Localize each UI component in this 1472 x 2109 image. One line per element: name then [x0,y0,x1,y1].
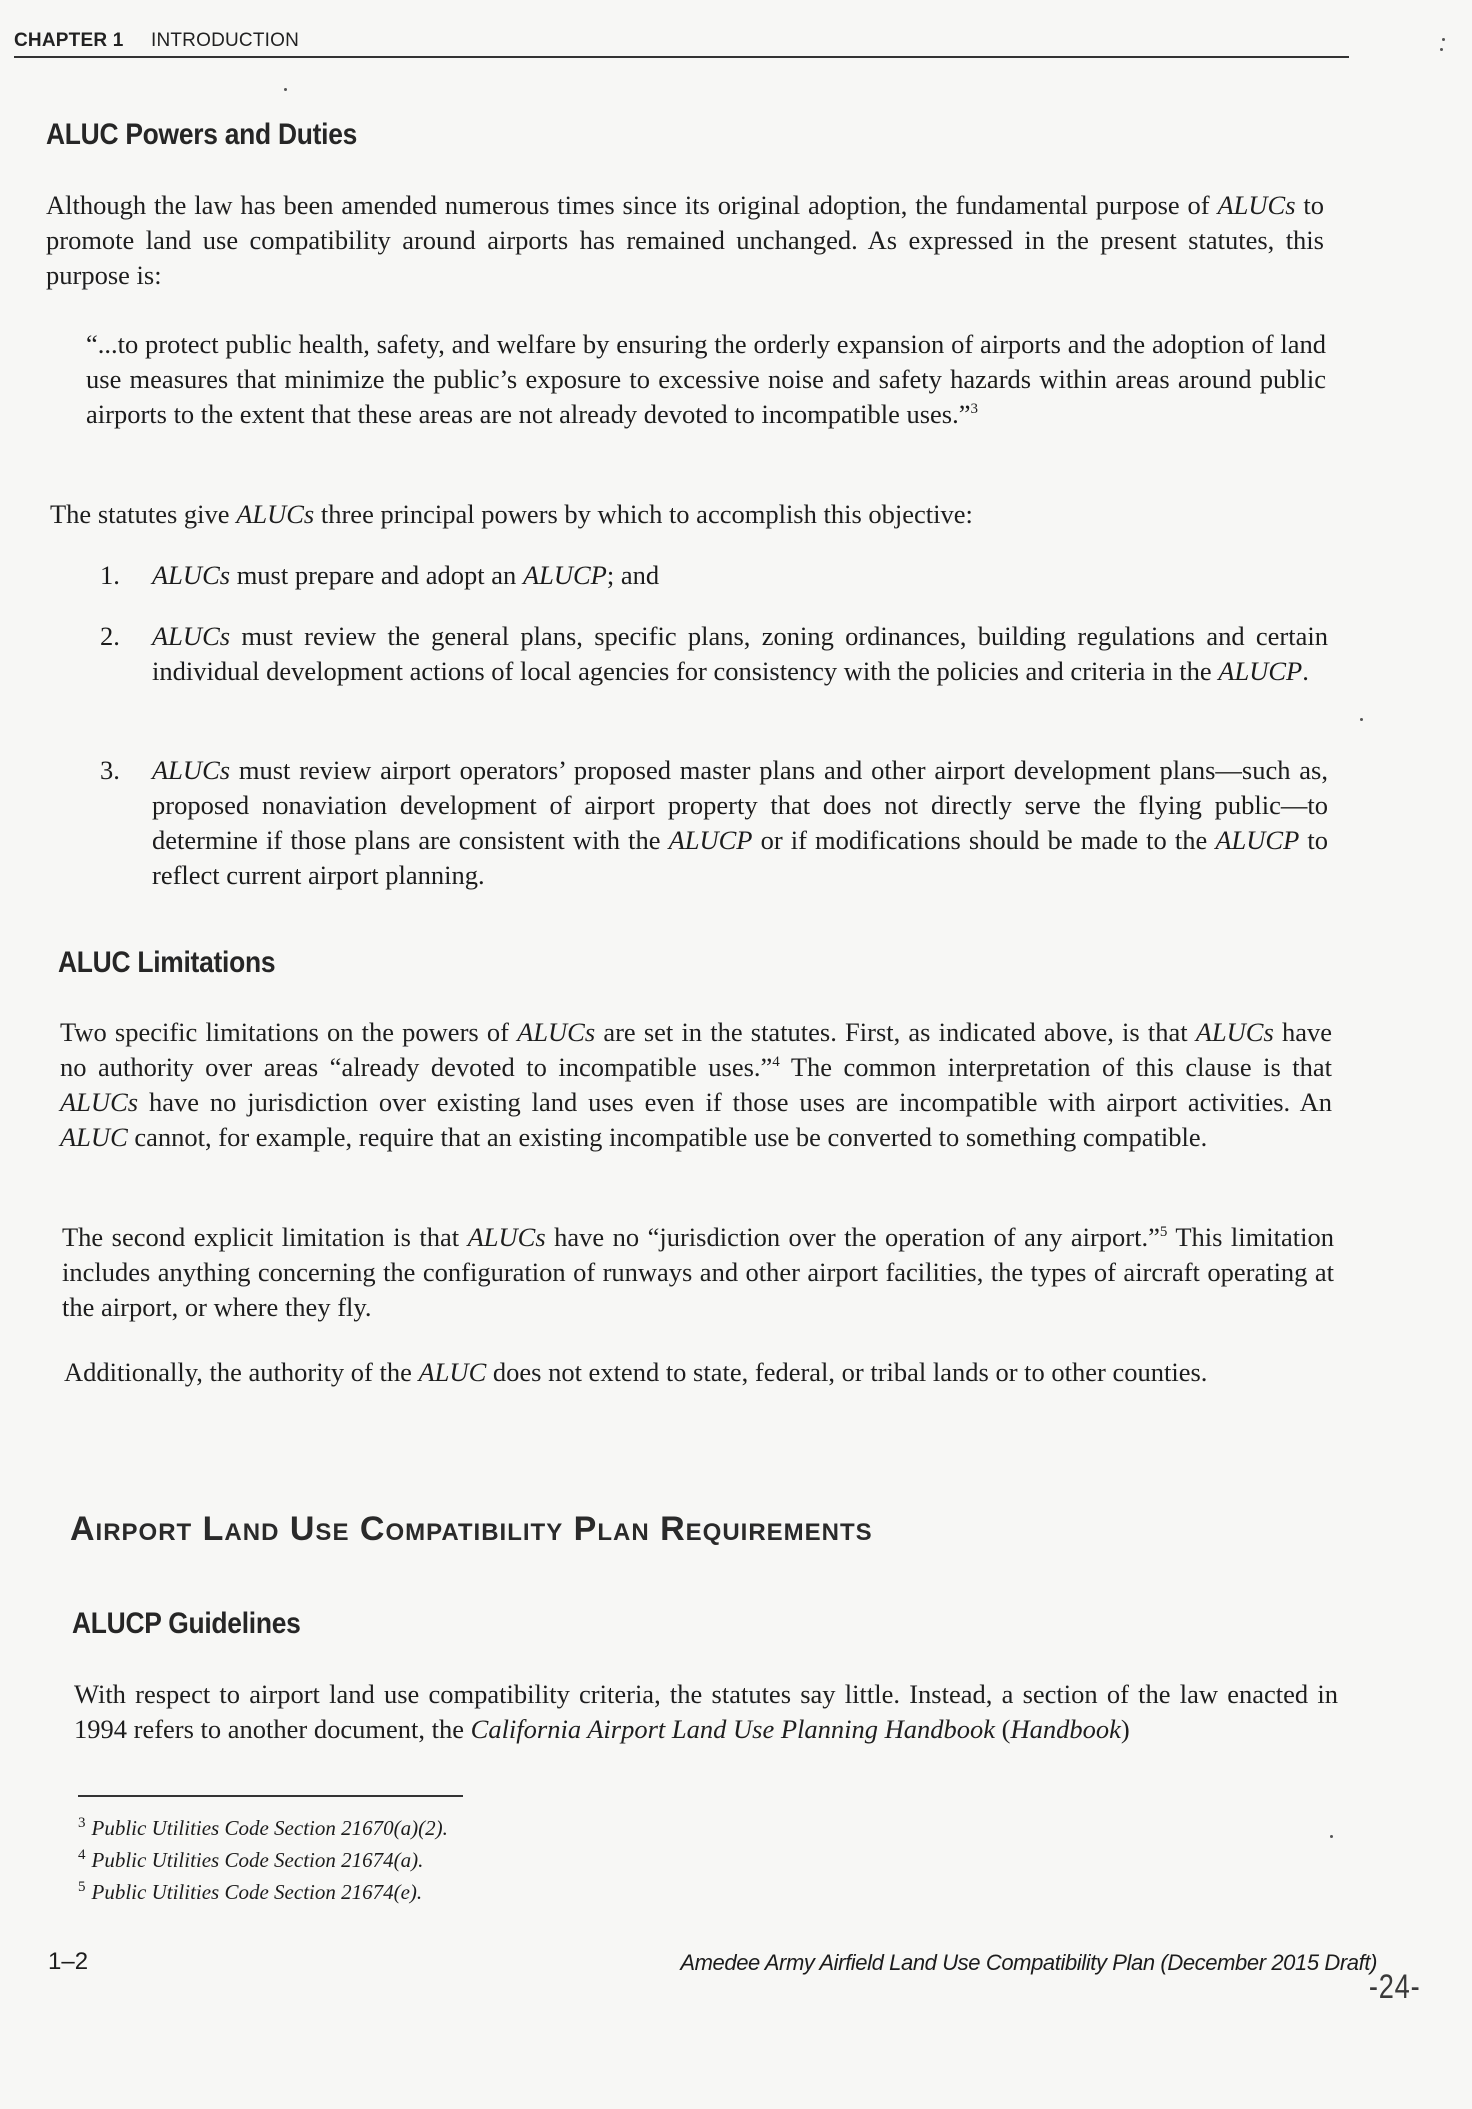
paragraph-principal-powers: The statutes give ALUCs three principal powers by which to accomplish this objective: [50,499,973,529]
footnote: $^4$ Public Utilities Code Section 21674(a). [78,1847,424,1872]
section-heading-powers: ALUC Powers and Duties [46,118,358,151]
page-number: 1–2 [48,1948,89,1975]
paragraph-purpose: Although the law has been amended numerous times since its original adoption, the fundamental purpose of ALUCs to promote land use compatibility around airports has remained unchanged. As expressed in the present statutes, this purpose is: [46,190,1324,290]
scan-speck [1442,38,1445,41]
major-heading: Airport Land Use Compatibility Plan Requirements [70,1510,873,1548]
paragraph-additionally: Additionally, the authority of the ALUC does not extend to state, federal, or tribal lands or to other counties. [64,1357,1208,1387]
footnote-rule [78,1795,463,1797]
footnote: $^3$ Public Utilities Code Section 21670(a)(2). [78,1815,448,1840]
list-item: 2. ALUCs must review the general plans, specific plans, zoning ordinances, building regulations and certain individual development actions of local agencies for consistency with the policies and criteria in the ALUCP. [100,621,1328,686]
handwritten-page-stamp: -24- [1368,1968,1420,2006]
chapter-label: CHAPTER 1 [14,30,124,51]
statute-quote: “...to protect public health, safety, and welfare by ensuring the orderly expansion of airports and the adoption of land use measures that minimize the public’s exposure to excessive noise and safety hazards within areas around public airports to the extent that these areas are not already devoted to incompatible uses.”$^3$ [86,329,1326,429]
paragraph-guidelines: With respect to airport land use compatibility criteria, the statutes say little. Instead, a section of the law enacted in 1994 refers to another document, the California Airport Land Use Planning Handbook (Handbook) [74,1679,1338,1744]
section-heading-guidelines: ALUCP Guidelines [72,1607,301,1640]
running-header [14,30,1349,58]
list-item: 1. ALUCs must prepare and adopt an ALUCP; and [100,560,660,590]
paragraph-second-limitation: The second explicit limitation is that ALUCs have no “jurisdiction over the operation of any airport.”$^5$ This limitation includes anything concerning the configuration of runways and other airport facilities, the types of aircraft operating at the airport, or where they fly. [62,1222,1334,1322]
section-heading-limitations: ALUC Limitations [58,946,276,979]
scan-speck [1330,1835,1333,1838]
scan-speck [1360,718,1363,721]
scan-speck [1440,48,1443,51]
chapter-title: INTRODUCTION [150,30,300,51]
paragraph-limitations: Two specific limitations on the powers of ALUCs are set in the statutes. First, as indicated above, is that ALUCs have no authority over areas “already devoted to incompatible uses.”$^4$ The common interpretation of this clause is that ALUCs have no jurisdiction over existing land uses even if those uses are incompatible with airport activities. An ALUC cannot, for example, require that an existing incompatible use be converted to something compatible. [60,1017,1332,1152]
list-item: 3. ALUCs must review airport operators’ proposed master plans and other airport development plans—such as, proposed nonaviation development of airport property that does not directly serve the flying public—to determine if those plans are consistent with the ALUCP or if modifications should be made to the ALUCP to reflect current airport planning. [100,755,1328,890]
footnote: $^5$ Public Utilities Code Section 21674(e). [78,1879,423,1904]
scan-speck [284,88,287,91]
footer-document-title: Amedee Army Airfield Land Use Compatibility Plan (December 2015 Draft) [680,1950,1377,1975]
